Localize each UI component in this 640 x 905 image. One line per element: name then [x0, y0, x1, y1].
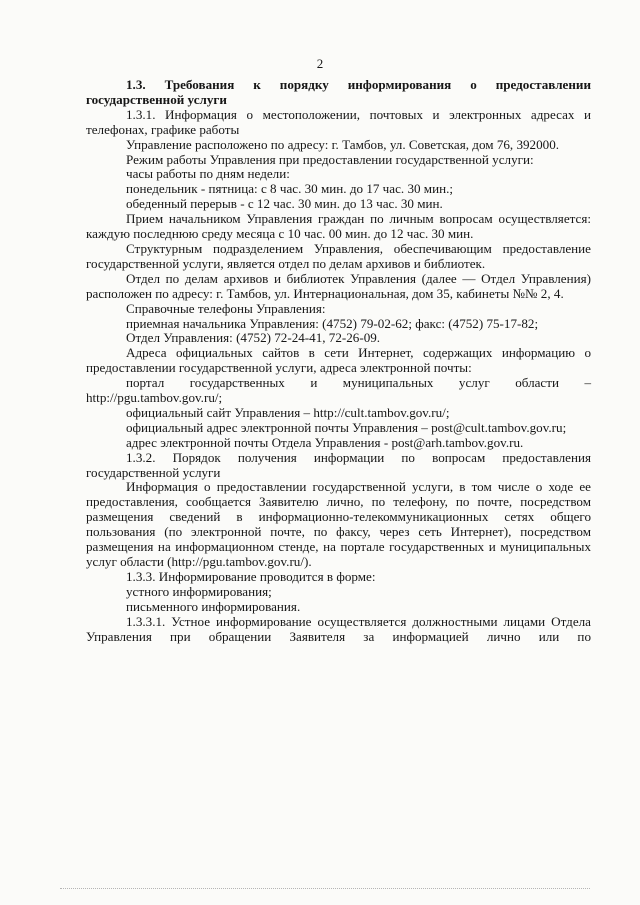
paragraph: официальный адрес электронной почты Управления – post@cult.tambov.gov.ru;	[126, 419, 567, 435]
paragraph: Управление расположено по адресу: г. Тамбов, ул. Советская, дом 76, 392000.	[126, 136, 560, 152]
paragraph: Структурным подразделением Управления, обеспечивающим предоставление государственной услуги, является отдел по делам архивов и библиотек.	[86, 240, 591, 271]
paragraph: Адреса официальных сайтов в сети Интернет, содержащих информацию о предоставлении государственной услуги, адреса электронной почты:	[86, 345, 591, 376]
paragraph: понедельник - пятница: с 8 час. 30 мин. до 17 час. 30 мин.;	[126, 181, 454, 197]
paragraph: 1.3.2. Порядок получения информации по вопросам предоставления государственной услуги	[86, 449, 591, 480]
paragraph: Информация о предоставлении государственной услуги, в том числе о ходе ее предоставления, сообщается Заявителю лично, по телефону, по почте, посредством размещения сведений в информационно-телекоммуникационных сетях общего пользования (по электронной почте, по факсу, через сеть Интернет), посредством размещения на информационном стенде, на портале государственных и муниципальных услуг области (http://pgu.tambov.gov.ru/).	[86, 479, 591, 569]
paragraph: 1.3.3. Информирование проводится в форме:	[126, 568, 376, 584]
page-edge-divider	[60, 888, 590, 889]
paragraph: официальный сайт Управления – http://cult.tambov.gov.ru/;	[126, 404, 450, 420]
paragraph: приемная начальника Управления: (4752) 79-02-62; факс: (4752) 75-17-82;	[126, 315, 539, 331]
page-number: 2	[316, 56, 324, 71]
paragraph: Прием начальником Управления граждан по личным вопросам осуществляется: каждую последнюю среду месяца с 10 час. 00 мин. до 12 час. 30 мин.	[86, 211, 591, 242]
paragraph: письменного информирования.	[126, 598, 301, 614]
paragraph: адрес электронной почты Отдела Управления - post@arh.tambov.gov.ru.	[126, 434, 524, 450]
paragraph: Справочные телефоны Управления:	[126, 300, 326, 316]
section-heading: 1.3. Требования к порядку информирования о предоставлении государственной услуги	[86, 77, 591, 107]
paragraph: Отдел по делам архивов и библиотек Управления (далее — Отдел Управления) расположен по адресу: г. Тамбов, ул. Интернациональная, дом 35, кабинеты №№ 2, 4.	[86, 270, 591, 301]
document-body	[86, 78, 591, 644]
paragraph: часы работы по дням недели:	[126, 166, 290, 182]
paragraph: обеденный перерыв - с 12 час. 30 мин. до 13 час. 30 мин.	[126, 196, 443, 212]
paragraph: Отдел Управления: (4752) 72-24-41, 72-26-09.	[126, 330, 381, 346]
paragraph: устного информирования;	[126, 583, 272, 599]
paragraph: 1.3.1. Информация о местоположении, почтовых и электронных адресах и телефонах, графике работы	[86, 106, 591, 137]
paragraph: портал государственных и муниципальных услуг области – http://pgu.tambov.gov.ru/;	[86, 375, 591, 406]
paragraph: 1.3.3.1. Устное информирование осуществляется должностными лицами Отдела Управления при обращении Заявителя за информацией лично или по	[86, 613, 591, 644]
paragraph: Режим работы Управления при предоставлении государственной услуги:	[126, 151, 534, 167]
